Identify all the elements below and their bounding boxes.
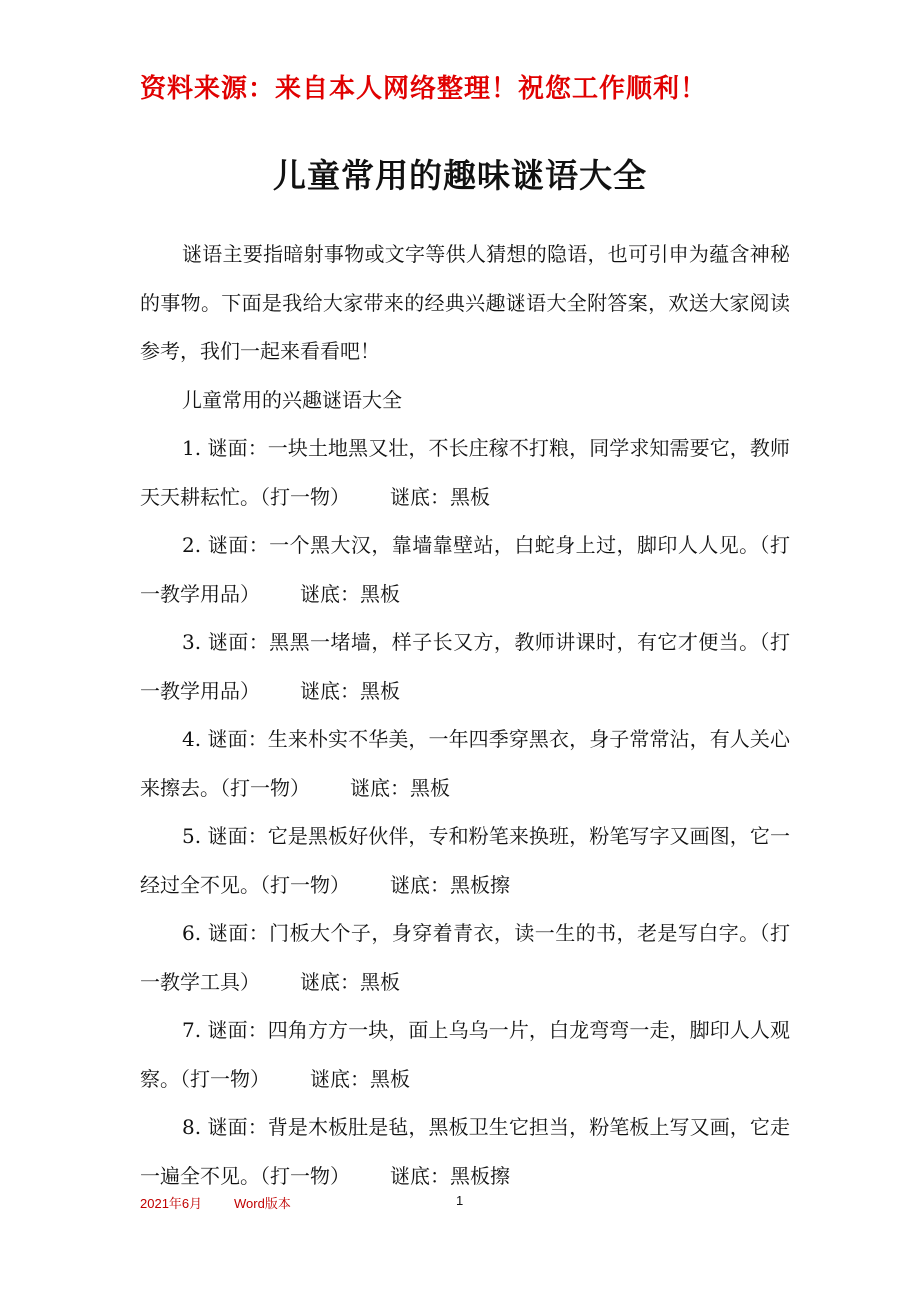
riddle-answer: 谜底：黑板擦 — [390, 1163, 510, 1188]
riddle-item — [140, 1103, 790, 1200]
footer-date: 2021年6月 — [140, 1196, 203, 1211]
page-number: 1 — [456, 1193, 464, 1208]
riddle-text: 1. 谜面：一块土地黑又壮，不长庄稼不打粮，同学求知需要它，教师天天耕耘忙。（打一物） — [140, 436, 790, 509]
riddle-answer: 谜底：黑板 — [390, 484, 490, 509]
riddle-text: 7. 谜面：四角方方一块，面上乌乌一片，白龙弯弯一走，脚印人人观察。（打一物） — [140, 1018, 790, 1091]
riddle-text: 2. 谜面：一个黑大汉，靠墙靠壁站，白蛇身上过，脚印人人见。（打一教学用品） — [140, 533, 790, 606]
riddle-item — [140, 521, 790, 618]
intro-paragraph: 谜语主要指暗射事物或文字等供人猜想的隐语，也可引申为蕴含神秘的事物。下面是我给大家带来的经典兴趣谜语大全附答案，欢送大家阅读参考，我们一起来看看吧！ — [140, 242, 790, 363]
riddle-item — [140, 1006, 790, 1103]
riddle-text: 8. 谜面：背是木板肚是毡，黑板卫生它担当，粉笔板上写又画，它走一遍全不见。（打一物） — [140, 1115, 790, 1188]
riddle-answer: 谜底：黑板 — [350, 775, 450, 800]
riddle-item — [140, 618, 790, 715]
riddle-item — [140, 909, 790, 1006]
riddle-text: 6. 谜面：门板大个子，身穿着青衣，读一生的书，老是写白字。（打一教学工具） — [140, 921, 790, 994]
riddle-list — [140, 424, 790, 1200]
section-heading: 儿童常用的兴趣谜语大全 — [182, 387, 402, 412]
document-title: 儿童常用的趣味谜语大全 — [273, 156, 647, 195]
riddle-text: 3. 谜面：黑黑一堵墙，样子长又方，教师讲课时，有它才便当。（打一教学用品） — [140, 630, 790, 703]
riddle-item — [140, 424, 790, 521]
riddle-answer: 谜底：黑板擦 — [390, 872, 510, 897]
document-body — [140, 230, 790, 1200]
riddle-answer: 谜底：黑板 — [310, 1066, 410, 1091]
footer-version: Word版本 — [234, 1196, 291, 1211]
riddle-item — [140, 812, 790, 909]
riddle-text: 5. 谜面：它是黑板好伙伴，专和粉笔来换班，粉笔写字又画图，它一经过全不见。（打一物） — [140, 824, 790, 897]
riddle-answer: 谜底：黑板 — [300, 969, 400, 994]
riddle-text: 4. 谜面：生来朴实不华美，一年四季穿黑衣，身子常常沾，有人关心来擦去。（打一物） — [140, 727, 790, 800]
riddle-answer: 谜底：黑板 — [300, 581, 400, 606]
riddle-item — [140, 715, 790, 812]
riddle-answer: 谜底：黑板 — [300, 678, 400, 703]
source-line: 资料来源：来自本人网络整理！祝您工作顺利！ — [140, 74, 708, 104]
